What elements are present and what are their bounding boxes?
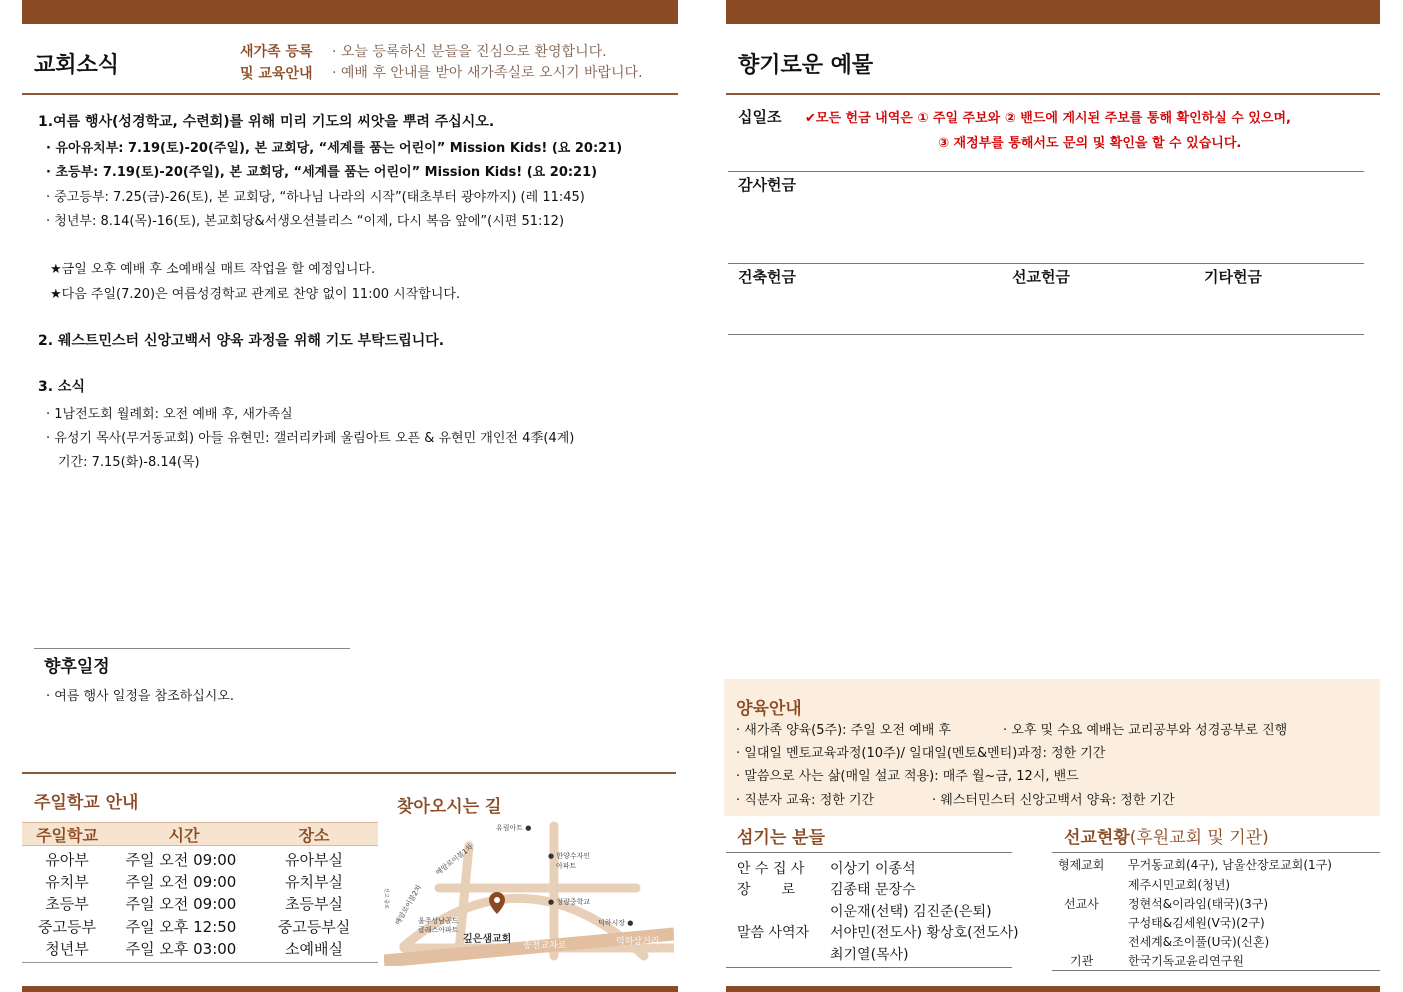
training-line-4: · 말씀으로 사는 삶(매일 설교 적용): 매주 월~금, 12시, 밴드 [736,769,1079,784]
sunday-school-table-bottom [22,962,378,963]
server-names-4: 서야민(전도사) 황상호(전도사) [830,925,1019,941]
news-star-1: ★금일 오후 예배 후 소예배실 매트 작업을 할 예정입니다. [50,262,376,277]
row-place: 소예배실 [285,940,343,958]
server-role-1: 안 수 집 사 [737,861,805,877]
row-school: 중고등부 [38,918,96,936]
mission-value-6: 한국기독교윤리연구원 [1128,954,1244,968]
row-time: 주일 오전 09:00 [125,895,237,913]
news-item-2: 2. 웨스트민스터 신앙고백서 양육 과정을 위해 기도 부탁드립니다. [38,333,445,349]
servers-rule [726,852,1012,853]
tithe-label: 십일조 [738,108,782,126]
bottom-left-rule [22,772,676,774]
news-item-1: 1.여름 행사(성경학교, 수련회)를 위해 미리 기도의 씨앗을 뿌려 주십시오. [38,114,495,130]
mission-value-5: 전세계&조이풀(U국)(신혼) [1128,935,1270,949]
header-school: 주일학교 [36,826,98,845]
thanks-rule [728,263,1364,264]
mission-label-6: 기관 [1070,954,1094,968]
training-line-6: · 웨스터민스터 신앙고백서 양육: 정한 기간 [932,793,1175,808]
top-bar-left [22,0,678,24]
newcomer-label-1: 새가족 등록 [240,44,313,60]
mission-label-3: 선교사 [1064,897,1099,911]
map-label-maeam-2: 매암로이블2차 [393,883,424,927]
header-place: 장소 [298,826,330,845]
other-offering-label: 기타헌금 [1204,268,1262,286]
thanks-offering-label: 감사헌금 [738,176,796,194]
map-label-deokha: 덕하시장 ● [598,919,634,927]
mission-title-sub: (후원교회 및 기관) [1129,828,1269,848]
row-place: 유치부실 [285,873,343,891]
map-label-road-1: 송천교차로 [523,941,567,951]
map-label-road-2: 덕하삼거리 [616,937,660,947]
training-title: 양육안내 [736,699,802,719]
row-place: 유아부실 [285,851,343,869]
map-label-ulju-2: 클래스아파트 [418,926,459,934]
mission-offering-label: 선교헌금 [1012,268,1070,286]
row-time: 주일 오후 12:50 [125,918,237,936]
servers-title: 섬기는 분들 [737,828,826,848]
offering-bottom-rule [728,334,1364,335]
row-place: 초등부실 [285,895,343,913]
sunday-school-title: 주일학교 안내 [34,793,139,813]
map-label-cheongryang: ● 청량중학교 [548,898,591,906]
row-school: 초등부 [45,895,89,913]
map-label-maeam-1: 매암로이블1차 [434,842,475,878]
building-offering-label: 건축헌금 [738,268,796,286]
mission-status-title [1064,823,1269,848]
news-item-1d: · 청년부: 8.14(목)-16(토), 본교회당&서생오션블리스 “이제, 다시 복음 앞에”(시편 51:12) [46,214,565,229]
training-line-1: · 새가족 양육(5주): 주일 오전 예배 후 [736,723,951,738]
mission-bottom-rule [1052,970,1380,971]
row-time: 주일 오전 09:00 [125,873,237,891]
bottom-bar-left [22,986,678,992]
mission-value-1: 무거동교회(4구), 남울산장로교회(1구) [1128,858,1332,872]
newcomer-label-2: 및 교육안내 [240,66,313,82]
news-item-3: 3. 소식 [38,379,85,395]
map-label-hanyang-2: 아파트 [556,862,577,870]
row-time: 주일 오전 09:00 [125,851,237,869]
newcomer-line-2: · 예배 후 안내를 받아 새가족실로 오시기 바랍니다. [332,65,643,81]
mission-value-3: 정현석&이라임(태국)(3구) [1128,897,1269,911]
mission-title-main: 선교현황 [1064,828,1130,848]
news-item-3b: · 유성기 목사(무거동교회) 아들 유현민: 갤러리카페 울림아트 오픈 & 유현민 개인전 4季(4계) [46,431,575,446]
news-item-1a: · 유아유치부: 7.19(토)-20(주일), 본 교회당, “세계를 품는 어린이” Mission Kids! (요 20:21) [46,141,623,156]
row-school: 유치부 [45,873,89,891]
server-role-2: 장 로 [737,882,796,898]
servers-bottom-rule [726,967,1012,968]
training-line-5: · 직분자 교육: 정한 기간 [736,793,875,808]
row-place: 중고등부실 [277,918,351,936]
offering-title: 향기로운 예물 [738,53,874,78]
offering-notice-2: ③ 재정부를 통해서도 문의 및 확인을 할 수 있습니다. [938,136,1242,151]
news-item-1c: · 중고등부: 7.25(금)-26(토), 본 교회당, “하나님 나라의 시작”(태초부터 광야까지) (레 11:45) [46,190,585,205]
news-item-1b: · 초등부: 7.19(토)-20(주일), 본 교회당, “세계를 품는 어린이” Mission Kids! (요 20:21) [46,165,598,180]
schedule-item: · 여름 행사 일정을 참조하십시오. [46,689,235,704]
training-line-3: · 일대일 멘토교육과정(10주)/ 일대일(멘토&멘티)과정: 정한 기간 [736,746,1106,761]
map-label-side: 신고 중로 [382,888,389,909]
directions-title: 찾아오시는 길 [397,797,502,817]
server-names-1: 이상기 이종석 [830,861,916,877]
server-role-4: 말씀 사역자 [737,925,810,941]
mission-label-1: 형제교회 [1058,858,1105,872]
bottom-bar-right [726,986,1380,992]
mission-value-2: 제주시민교회(청년) [1128,878,1231,892]
news-item-3c: 기간: 7.15(화)-8.14(목) [58,455,200,470]
offering-notice-1: ✔모든 헌금 내역은 ① 주일 주보와 ② 밴드에 게시된 주보를 통해 확인하실 수 있으며, [805,111,1291,126]
row-time: 주일 오후 03:00 [125,940,237,958]
schedule-rule [34,648,350,649]
newcomer-line-1: · 오늘 등록하신 분들을 진심으로 환영합니다. [332,44,607,60]
mission-value-4: 구성태&김세원(V국)(2구) [1128,916,1265,930]
mission-rule [1052,852,1380,853]
training-line-2: · 오후 및 수요 예배는 교리공부와 성경공부로 진행 [1003,723,1288,738]
tithe-rule [728,171,1364,172]
server-names-3: 이운재(선택) 김진준(은퇴) [830,904,992,920]
row-school: 유아부 [45,851,89,869]
top-bar-right [726,0,1380,24]
schedule-title: 향후일정 [44,657,110,677]
left-header-rule [22,93,678,95]
news-item-3a: · 1남전도회 월례회: 오전 예배 후, 새가족실 [46,407,293,422]
server-names-5: 최기열(목사) [830,947,909,963]
news-star-2: ★다음 주일(7.20)은 여름성경학교 관계로 찬양 없이 11:00 시작합니다. [50,287,461,302]
row-school: 청년부 [45,940,89,958]
map-label-ulju: 울주상남골드 [418,917,459,925]
server-names-2: 김종태 문장수 [830,882,916,898]
header-time: 시간 [168,826,200,845]
map-label-church: 깊은샘교회 [463,934,512,945]
map-label-yurim: 유림아트 ● [496,824,532,832]
map-label-hanyang: ● 한양수자인 [548,852,591,860]
church-news-title: 교회소식 [34,53,120,78]
right-header-rule [726,93,1380,95]
